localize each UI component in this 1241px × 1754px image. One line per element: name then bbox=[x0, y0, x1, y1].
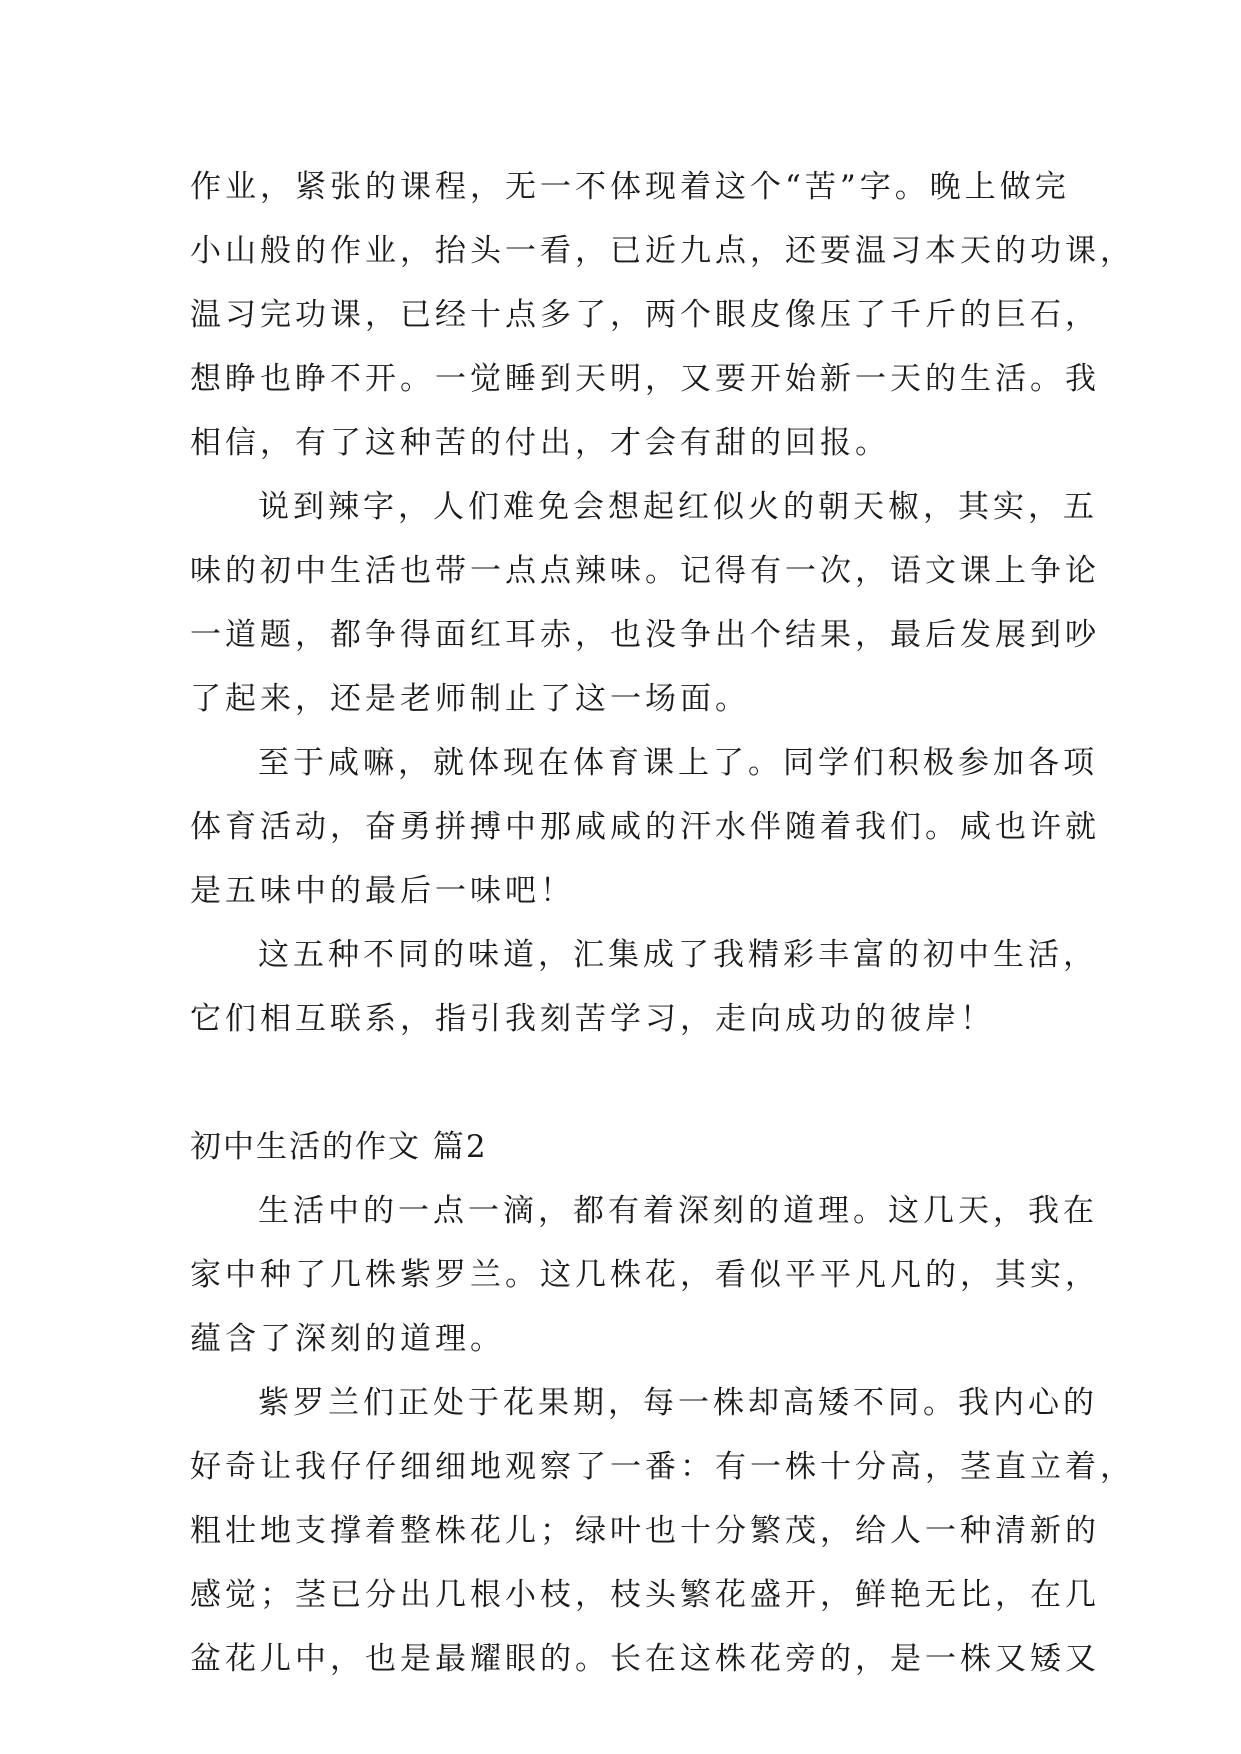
text-line: 说到辣字，人们难免会想起红似火的朝天椒，其实，五 bbox=[258, 489, 1098, 525]
text-line: 是五味中的最后一味吧！ bbox=[190, 873, 575, 909]
text-line: 一道题，都争得面红耳赤，也没争出个结果，最后发展到吵 bbox=[190, 617, 1100, 653]
text-line: 想睁也睁不开。一觉睡到天明，又要开始新一天的生活。我 bbox=[190, 361, 1100, 397]
text-line: 了起来，还是老师制止了这一场面。 bbox=[190, 681, 750, 717]
paragraph bbox=[190, 475, 1100, 731]
text-line: 它们相互联系，指引我刻苦学习，走向成功的彼岸！ bbox=[190, 1001, 995, 1037]
text-line: 蕴含了深刻的道理。 bbox=[190, 1321, 505, 1357]
text-line: 紫罗兰们正处于花果期，每一株却高矮不同。我内心的 bbox=[258, 1385, 1098, 1421]
text-line: 好奇让我仔仔细细地观察了一番：有一株十分高，茎直立着， bbox=[190, 1449, 1135, 1485]
paragraph bbox=[190, 155, 1135, 475]
section-spacer bbox=[190, 1051, 1070, 1115]
text-line: 相信，有了这种苦的付出，才会有甜的回报。 bbox=[190, 425, 890, 461]
text-line: 这五种不同的味道，汇集成了我精彩丰富的初中生活， bbox=[258, 937, 1098, 973]
section-heading: 初中生活的作文 篇2 bbox=[190, 1129, 488, 1165]
paragraph bbox=[190, 731, 1100, 923]
text-line: 味的初中生活也带一点点辣味。记得有一次，语文课上争论 bbox=[190, 553, 1100, 589]
document-page bbox=[190, 155, 1135, 1691]
text-line: 盆花儿中，也是最耀眼的。长在这株花旁的，是一株又矮又 bbox=[190, 1641, 1100, 1677]
text-line: 至于咸嘛，就体现在体育课上了。同学们积极参加各项 bbox=[258, 745, 1098, 781]
text-line: 温习完功课，已经十点多了，两个眼皮像压了千斤的巨石， bbox=[190, 297, 1100, 333]
text-line: 体育活动，奋勇拼搏中那咸咸的汗水伴随着我们。咸也许就 bbox=[190, 809, 1100, 845]
paragraph bbox=[190, 1179, 1100, 1371]
paragraph bbox=[190, 1371, 1135, 1691]
text-line: 粗壮地支撑着整株花儿；绿叶也十分繁茂，给人一种清新的 bbox=[190, 1513, 1100, 1549]
text-line: 小山般的作业，抬头一看，已近九点，还要温习本天的功课， bbox=[190, 233, 1135, 269]
text-line: 作业，紧张的课程，无一不体现着这个“苦”字。晚上做完 bbox=[190, 169, 1070, 205]
text-line: 生活中的一点一滴，都有着深刻的道理。这几天，我在 bbox=[258, 1193, 1098, 1229]
paragraph bbox=[190, 923, 1098, 1051]
text-line: 家中种了几株紫罗兰。这几株花，看似平平凡凡的，其实， bbox=[190, 1257, 1100, 1293]
text-line: 感觉；茎已分出几根小枝，枝头繁花盛开，鲜艳无比，在几 bbox=[190, 1577, 1100, 1613]
